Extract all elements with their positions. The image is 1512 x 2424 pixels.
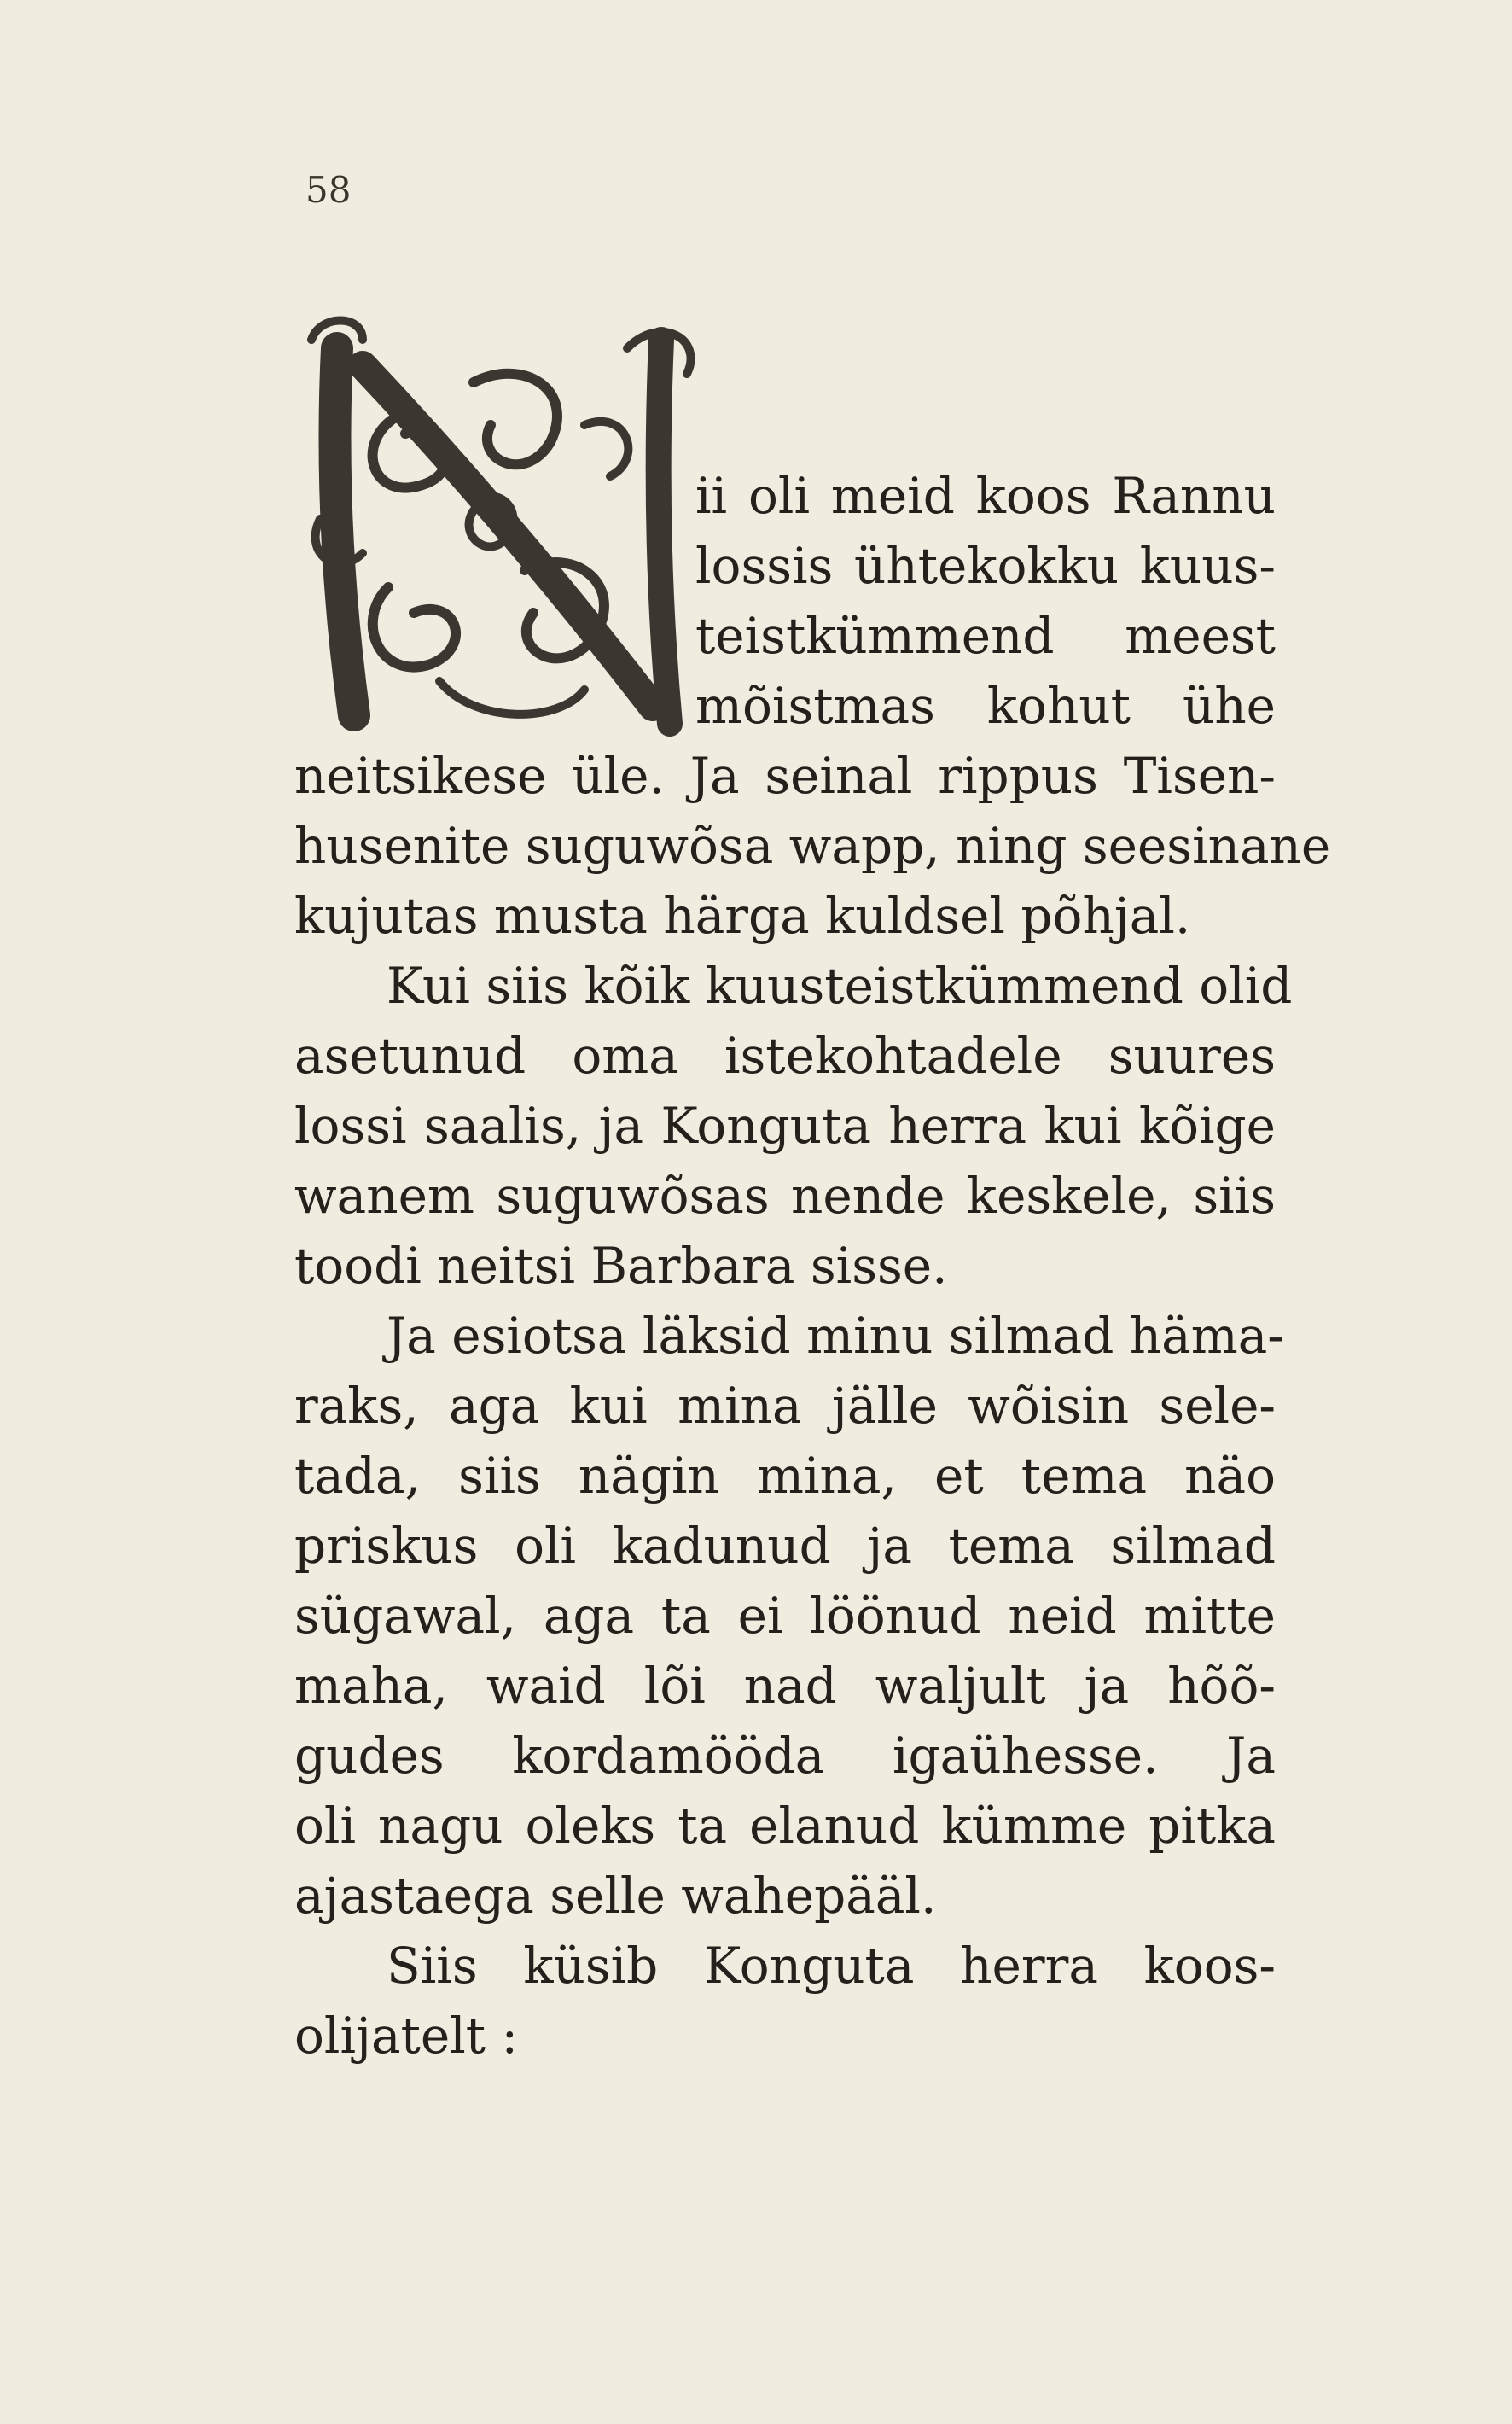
text-line: gudes kordamööda igaühesse. Ja (294, 1727, 1276, 1785)
page-number: 58 (305, 169, 352, 211)
text-line: priskus oli kadunud ja tema silmad (294, 1517, 1276, 1575)
initial-letter: N (489, 685, 520, 724)
text-line: olijatelt : (294, 2007, 519, 2065)
body-text (294, 461, 1331, 2071)
text-line: Kui siis kõik kuusteistkümmend olid (387, 957, 1293, 1015)
text-line: lossis ühtekokku kuus- (695, 537, 1276, 595)
text-line: husenite suguwõsa wapp, ning seesinane (294, 817, 1331, 875)
text-line: maha, waid lõi nad waljult ja hõõ- (294, 1657, 1276, 1715)
text-line: teistkümmend meest (695, 607, 1276, 665)
text-line: oli nagu oleks ta elanud kümme pitka (294, 1797, 1276, 1855)
text-line: ii oli meid koos Rannu (695, 467, 1276, 525)
text-line: neitsikese üle. Ja seinal rippus Tisen- (294, 747, 1276, 805)
text-line: kujutas musta härga kuldsel põhjal. (294, 887, 1191, 945)
text-line: Siis küsib Konguta herra koos- (387, 1937, 1276, 1995)
text-line: lossi saalis, ja Konguta herra kui kõige (294, 1097, 1276, 1155)
text-line: toodi neitsi Barbara sisse. (294, 1237, 948, 1295)
text-line: mõistmas kohut ühe (695, 677, 1276, 735)
text-line: ajastaega selle wahepääl. (294, 1867, 937, 1925)
text-line: tada, siis nägin mina, et tema näo (294, 1447, 1276, 1505)
text-line: sügawal, aga ta ei löönud neid mitte (294, 1587, 1276, 1645)
text-line: raks, aga kui mina jälle wõisin sele- (294, 1377, 1276, 1435)
text-line: Ja esiotsa läksid minu silmad häma- (387, 1307, 1284, 1365)
text-line: wanem suguwõsas nende keskele, siis (294, 1167, 1276, 1225)
text-line: asetunud oma istekohtadele suures (294, 1027, 1276, 1085)
